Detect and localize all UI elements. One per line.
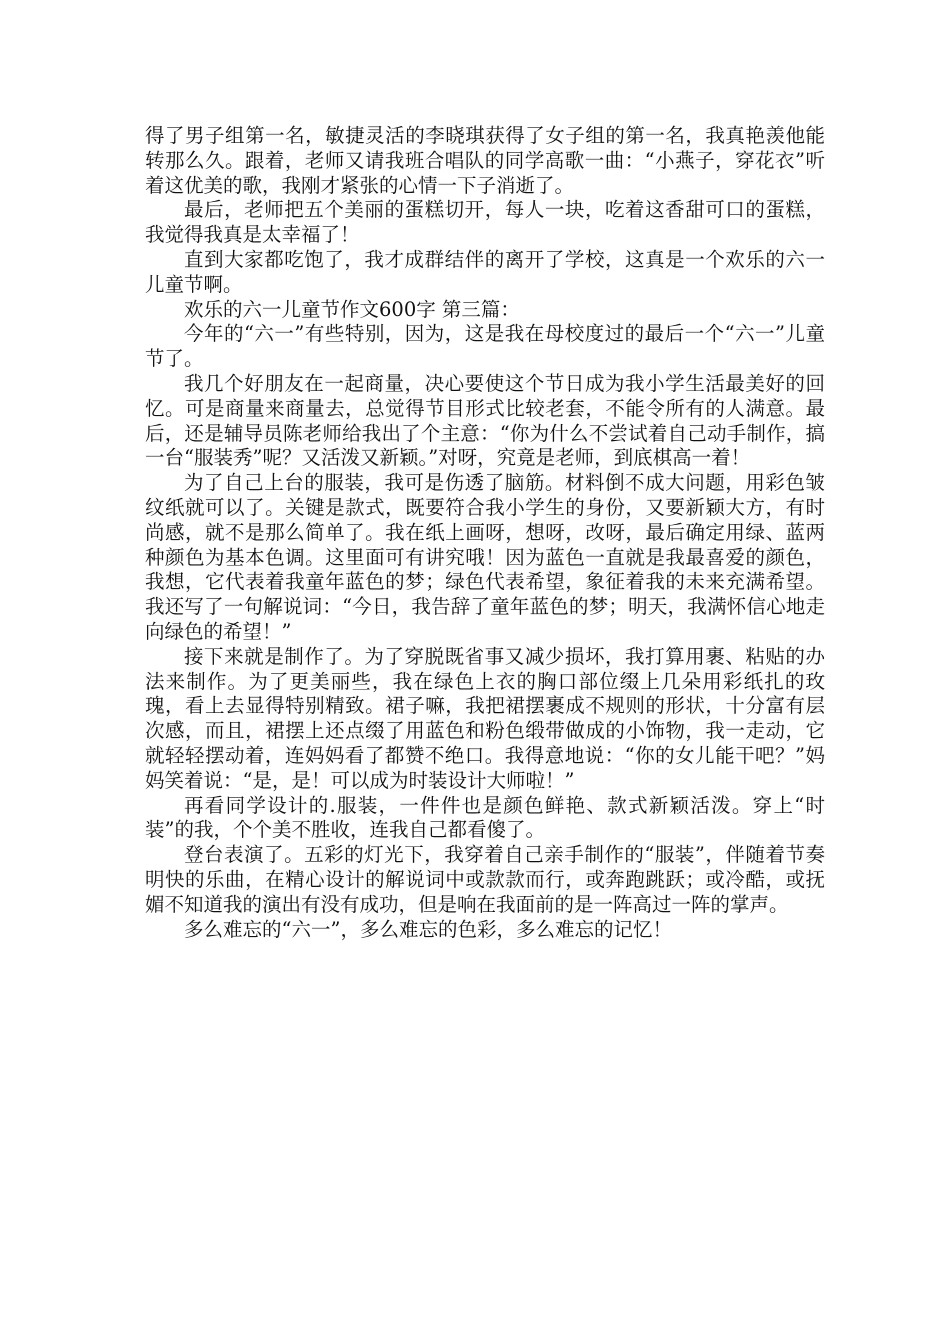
paragraph-leave-school: 直到大家都吃饱了，我才成群结伴的离开了学校，这真是一个欢乐的六一儿童节啊。 <box>145 247 825 296</box>
paragraph-conclusion: 多么难忘的“六一”，多么难忘的色彩，多么难忘的记忆！ <box>184 917 672 941</box>
paragraph-cake: 最后，老师把五个美丽的蛋糕切开，每人一块，吃着这香甜可口的蛋糕，我觉得我真是太幸福了！ <box>145 198 825 247</box>
paragraph-design: 为了自己上台的服装，我可是伤透了脑筋。材料倒不成大问题，用彩色皱纹纸就可以了。关键是款式，既要符合我小学生的身份，又要新颖大方，有时尚感，就不是那么简单了。我在纸上画呀，想呀，改呀，最后确定用绿、蓝两种颜色为基本色调。这里面可有讲究哦！因为蓝色一直就是我最喜爱的颜色，我想，它代表着我童年蓝色的梦；绿色代表希望，象征着我的未来充满希望。我还写了一句解说词：“今日，我告辞了童年蓝色的梦；明天，我满怀信心地走向绿色的希望！” <box>145 471 825 643</box>
paragraph-intro: 今年的“六一”有些特别，因为，这是我在母校度过的最后一个“六一”儿童节了。 <box>145 322 825 371</box>
essay-heading: 欢乐的六一儿童节作文600字 第三篇： <box>184 297 520 321</box>
paragraph-classmates: 再看同学设计的.服装，一件件也是颜色鲜艳、款式新颖活泼。穿上“时装”的我，个个美不胜收，连我自己都看傻了。 <box>145 793 825 842</box>
paragraph-performance: 登台表演了。五彩的灯光下，我穿着自己亲手制作的“服装”，伴随着节奏明快的乐曲，在精心设计的解说词中或款款而行，或奔跑跳跃；或冷酷，或抚媚不知道我的演出有没有成功，但是响在我面前的是一阵高过一阵的掌声。 <box>145 843 825 916</box>
paragraph-continued: 得了男子组第一名，敏捷灵活的李晓琪获得了女子组的第一名，我真艳羡他能转那么久。跟着，老师又请我班合唱队的同学高歌一曲：“小燕子，穿花衣”听着这优美的歌，我刚才紧张的心情一下子消逝了。 <box>145 124 825 197</box>
paragraph-planning: 我几个好朋友在一起商量，决心要使这个节日成为我小学生活最美好的回忆。可是商量来商量去，总觉得节目形式比较老套，不能令所有的人满意。最后，还是辅导员陈老师给我出了个主意：“你为什么不尝试着自己动手制作，搞一台“服装秀”呢？又活泼又新颖。”对呀，究竟是老师，到底棋高一着！ <box>145 371 825 470</box>
document-page <box>145 124 825 942</box>
paragraph-making: 接下来就是制作了。为了穿脱既省事又减少损坏，我打算用裹、粘贴的办法来制作。为了更美丽些，我在绿色上衣的胸口部位缀上几朵用彩纸扎的玫瑰，看上去显得特别精致。裙子嘛，我把裙摆裹成不规则的形状，十分富有层次感，而且，裙摆上还点缀了用蓝色和粉色缎带做成的小饰物，我一走动，它就轻轻摆动着，连妈妈看了都赞不绝口。我得意地说：“你的女儿能干吧？”妈妈笑着说：“是，是！可以成为时装设计大师啦！” <box>145 644 825 792</box>
